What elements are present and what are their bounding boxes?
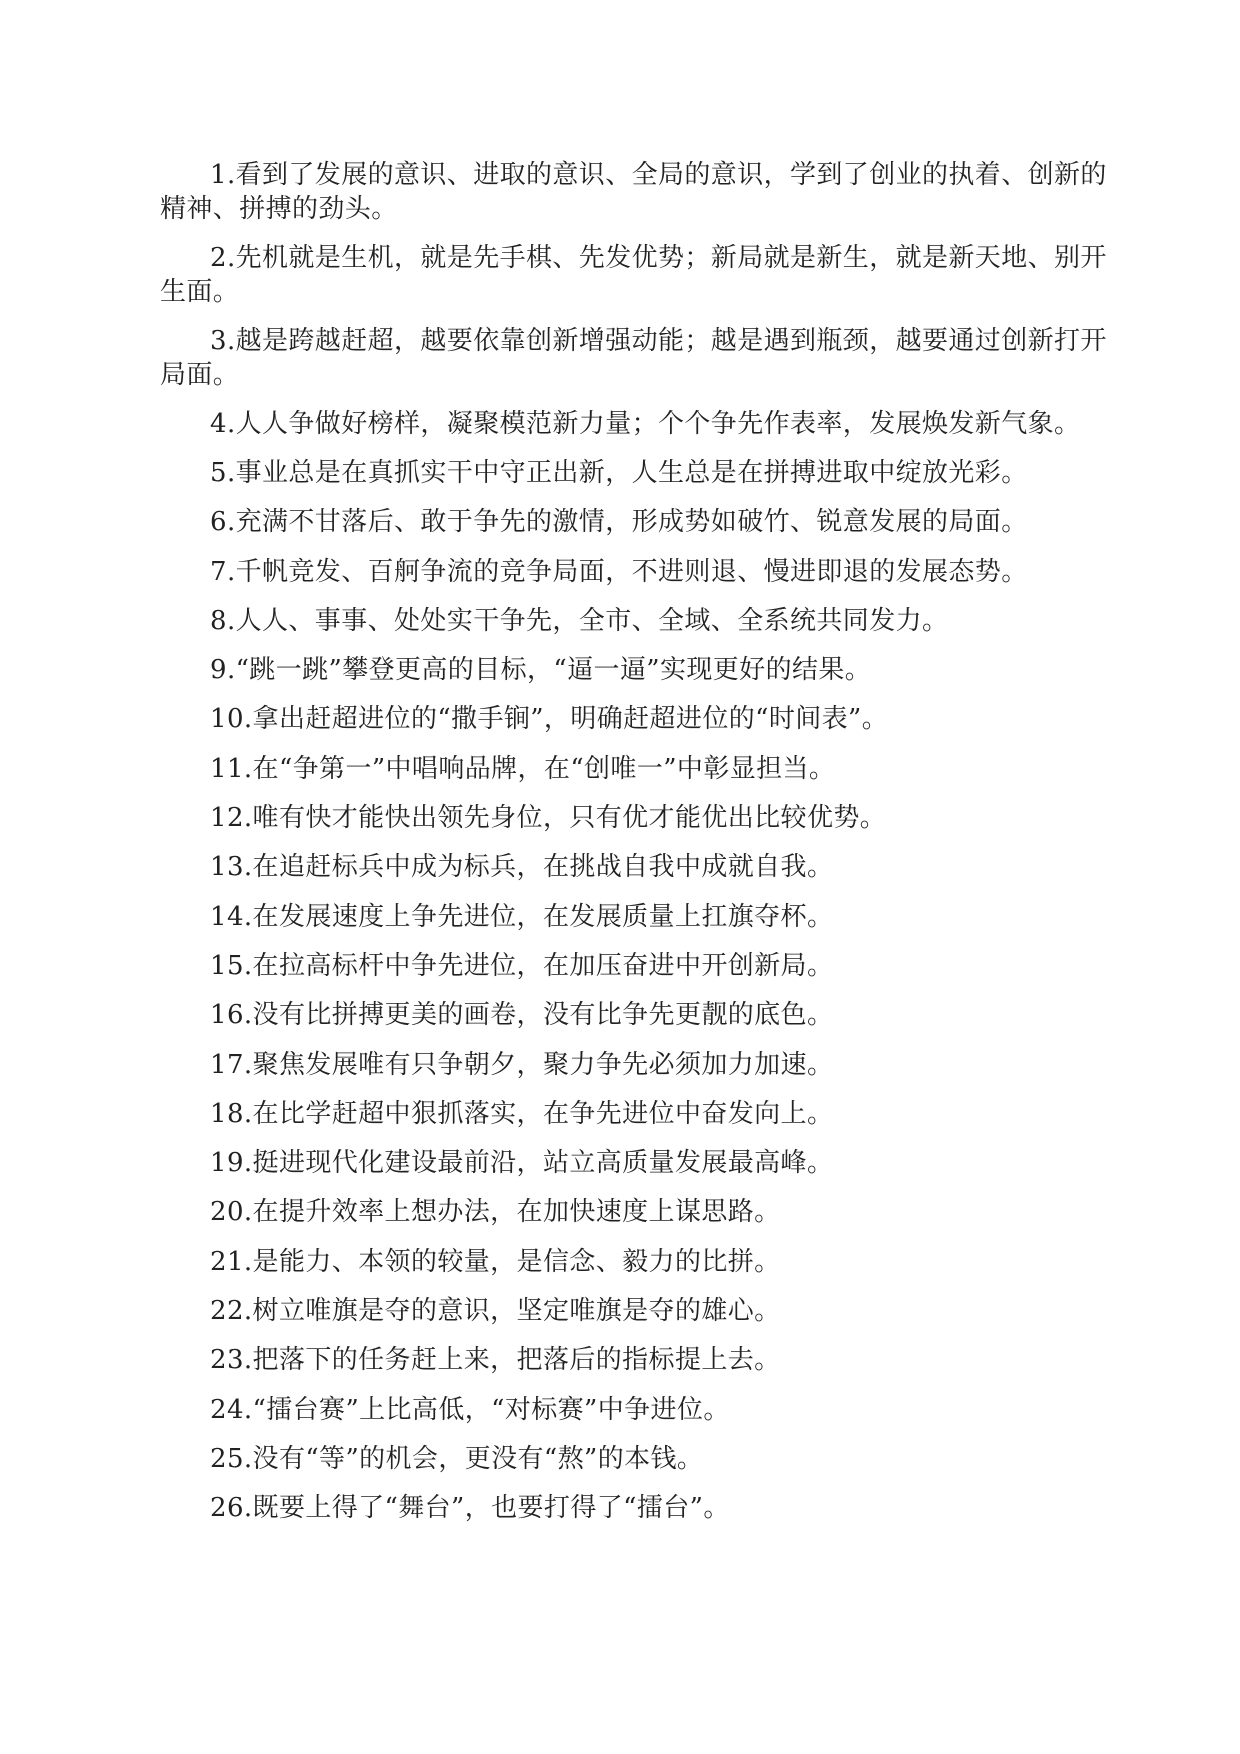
list-item: 18.在比学赶超中狠抓落实，在争先进位中奋发向上。 [210, 1098, 834, 1129]
list-item: 25.没有“等”的机会，更没有“熬”的本钱。 [210, 1443, 704, 1474]
list-item: 9.“跳一跳”攀登更高的目标，“逼一逼”实现更好的结果。 [210, 655, 872, 686]
list-item: 15.在拉高标杆中争先进位，在加压奋进中开创新局。 [210, 950, 834, 981]
list-item: 8.人人、事事、处处实干争先，全市、全域、全系统共同发力。 [210, 605, 949, 636]
list-item: 24.“擂台赛”上比高低，“对标赛”中争进位。 [210, 1394, 730, 1425]
list-item: 19.挺进现代化建设最前沿，站立高质量发展最高峰。 [210, 1148, 834, 1179]
list-item: 16.没有比拼搏更美的画卷，没有比争先更靓的底色。 [210, 1000, 834, 1031]
list-item: 5.事业总是在真抓实干中守正出新，人生总是在拼搏进取中绽放光彩。 [210, 458, 1028, 488]
list-item: 1.看到了发展的意识、进取的意识、全局的意识，学到了创业的执着、创新的精神、拼搏的劲头。 [160, 160, 1107, 224]
list-item: 26.既要上得了“舞台”，也要打得了“擂台”。 [210, 1493, 730, 1524]
list-item: 4.人人争做好榜样，凝聚模范新力量；个个争先作表率，发展焕发新气象。 [210, 409, 1081, 439]
list-item: 11.在“争第一”中唱响品牌，在“创唯一”中彰显担当。 [210, 753, 836, 784]
document-body [160, 158, 1120, 1541]
list-item: 12.唯有快才能快出领先身位，只有优才能优出比较优势。 [210, 803, 887, 834]
list-item: 20.在提升效率上想办法，在加快速度上谋思路。 [210, 1197, 781, 1228]
list-item: 17.聚焦发展唯有只争朝夕，聚力争先必须加力加速。 [210, 1049, 834, 1080]
list-item: 2.先机就是生机，就是先手棋、先发优势；新局就是新生，就是新天地、别开生面。 [160, 243, 1107, 307]
list-item: 22.树立唯旗是夺的意识，坚定唯旗是夺的雄心。 [210, 1296, 781, 1327]
list-item: 13.在追赶标兵中成为标兵，在挑战自我中成就自我。 [210, 852, 834, 883]
list-item: 6.充满不甘落后、敢于争先的激情，形成势如破竹、锐意发展的局面。 [210, 507, 1028, 538]
list-item: 10.拿出赶超进位的“撒手锏”，明确赶超进位的“时间表”。 [210, 704, 889, 735]
list-item: 14.在发展速度上争先进位，在发展质量上扛旗夺杯。 [210, 901, 834, 932]
list-item: 23.把落下的任务赶上来，把落后的指标提上去。 [210, 1345, 781, 1376]
list-item: 7.千帆竞发、百舸争流的竞争局面，不进则退、慢进即退的发展态势。 [210, 556, 1028, 587]
list-item: 3.越是跨越赶超，越要依靠创新增强动能；越是遇到瓶颈，越要通过创新打开局面。 [160, 326, 1107, 390]
list-item: 21.是能力、本领的较量，是信念、毅力的比拼。 [210, 1246, 781, 1277]
